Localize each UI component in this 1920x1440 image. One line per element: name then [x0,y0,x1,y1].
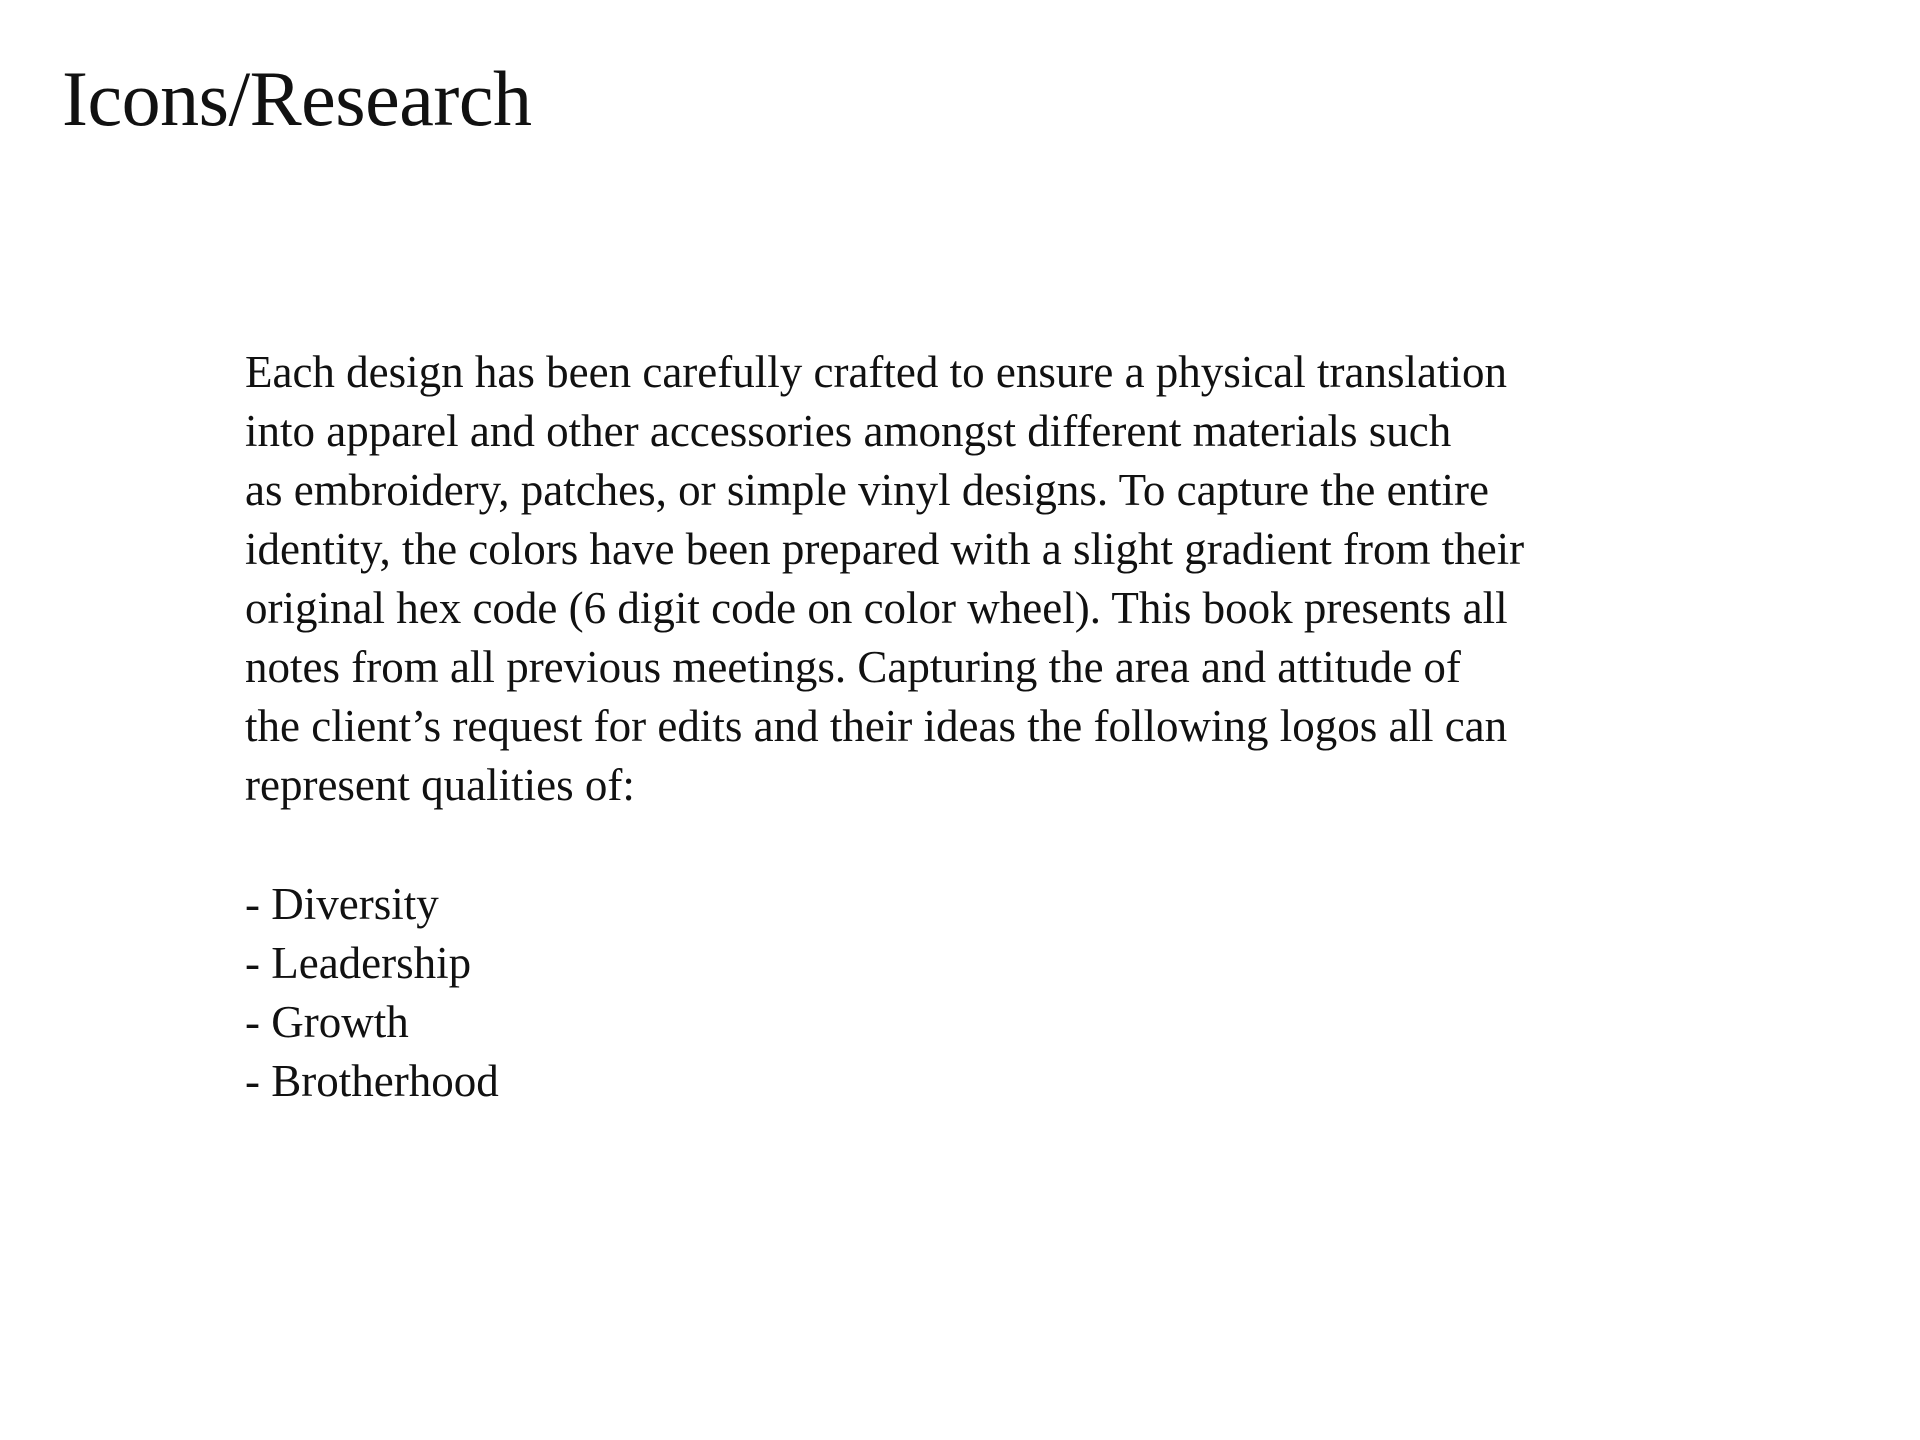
page-title: Icons/Research [62,55,532,142]
quality-item-leadership: - Leadership [245,938,472,988]
quality-item-diversity: - Diversity [245,879,439,929]
paragraph-line: identity, the colors have been prepared with a slight gradient from their [245,524,1525,574]
paragraph-line: represent qualities of: [245,760,635,810]
paragraph-line: original hex code (6 digit code on color wheel). This book presents all [245,583,1508,633]
paragraph-line: notes from all previous meetings. Capturing the area and attitude of [245,642,1461,692]
paragraph-line: the client’s request for edits and their ideas the following logos all can [245,701,1508,751]
paragraph-line: Each design has been carefully crafted to ensure a physical translation [245,347,1507,397]
qualities-list [245,875,499,1111]
quality-item-growth: - Growth [245,997,409,1047]
quality-item-brotherhood: - Brotherhood [245,1056,499,1106]
paragraph-line: into apparel and other accessories amongst different materials such [245,406,1452,456]
intro-paragraph [245,343,1695,815]
paragraph-line: as embroidery, patches, or simple vinyl designs. To capture the entire [245,465,1490,515]
